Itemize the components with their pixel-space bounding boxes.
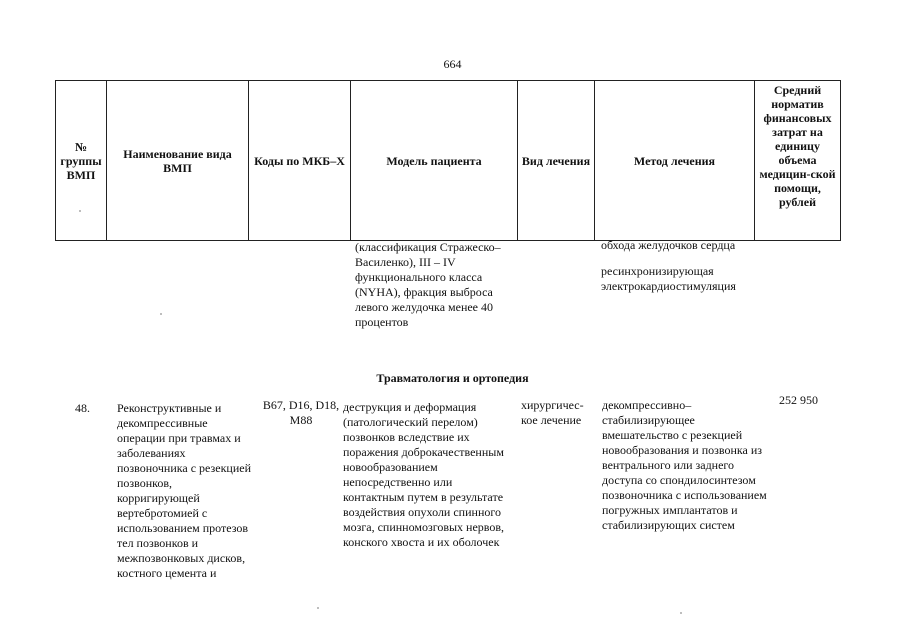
header-patient-model: Модель пациента xyxy=(351,81,518,241)
scan-speck xyxy=(317,607,319,609)
row-vmp-name: Реконструктивные и декомпрессивные операции при травмах и заболеваниях позвоночника с резекцией позвонков, корригирующей вертебротомией с использованием протезов тел позвонков и межпозвонковых дисков, костного цемента и xyxy=(117,401,251,580)
header-icd-codes: Коды по МКБ–Х xyxy=(249,81,351,241)
row-icd-codes: B67, D16, D18, M88 xyxy=(262,398,340,427)
header-treatment-method: Метод лечения xyxy=(595,81,755,241)
continued-treatment-method xyxy=(601,238,771,294)
header-vmp-name: Наименование вида ВМП xyxy=(107,81,249,241)
page-number: 664 xyxy=(443,57,462,71)
row-treatment-type: хирургичес-кое лечение xyxy=(521,398,584,427)
continued-method-line-2: ресинхронизирующая электрокардиостимуляция xyxy=(601,264,736,293)
continued-patient-model: (классификация Стражеско–Василенко), III – IV функционального класса (NYHA), фракция выброса левого желудочка менее 40 процентов xyxy=(355,240,501,329)
table-header xyxy=(55,80,841,241)
section-title: Травматология и ортопедия xyxy=(376,371,529,385)
row-average-cost: 252 950 xyxy=(779,393,818,407)
row-treatment-method: декомпрессивно–стабилизирующее вмешательство с резекцией новообразования и позвонка из вентрального или заднего доступа со спондилосинтезом позвоночника с использованием погружных имплантатов и стабилизирующих систем xyxy=(602,398,767,532)
continued-method-line-1: обхода желудочков сердца xyxy=(601,238,736,252)
scan-speck xyxy=(79,210,81,212)
row-patient-model: деструкция и деформация (патологический перелом) позвонков вследствие их поражения доброкачественным новообразованием непосредственно или контактным путем в результате воздействия опухоли спинного мозга, спинномозговых нервов, конского хвоста и их оболочек xyxy=(343,400,505,549)
header-group-number: № группы ВМП xyxy=(56,81,107,241)
scan-speck xyxy=(680,612,682,614)
header-average-cost: Средний норматив финансовых затрат на единицу объема медицин-ской помощи, рублей xyxy=(755,81,841,241)
scan-speck xyxy=(160,313,162,315)
header-treatment-type: Вид лечения xyxy=(518,81,595,241)
row-group-number: 48. xyxy=(75,401,90,415)
